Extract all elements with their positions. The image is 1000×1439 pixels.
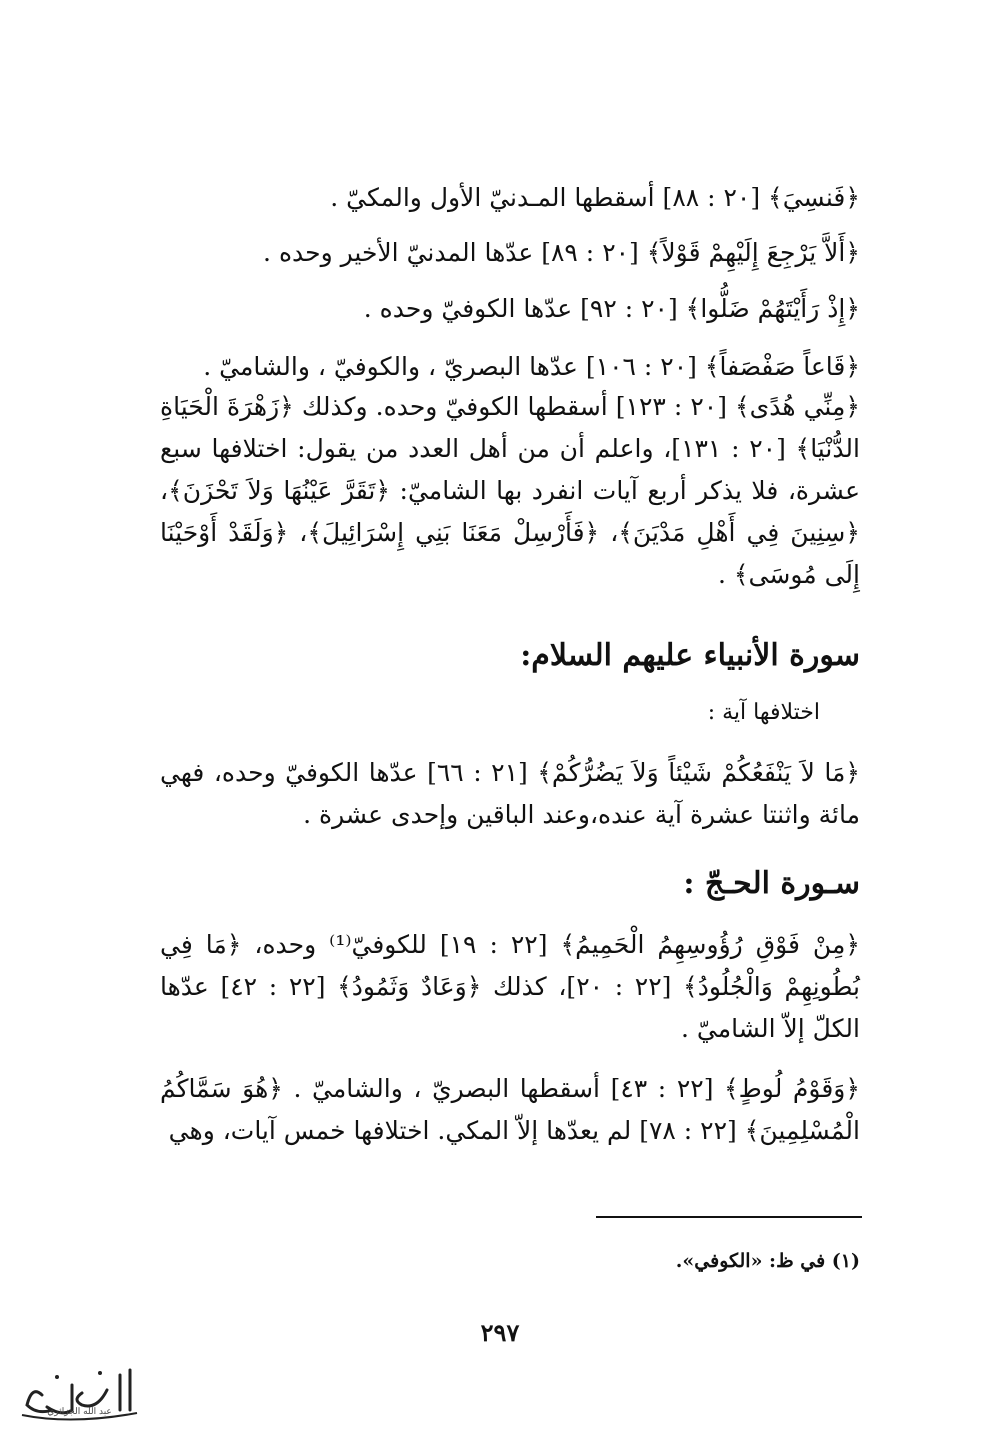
taha-paragraph: ﴿مِنِّي هُدًى﴾ [٢٠ : ١٢٣] أسقطها الكوفيّ وحده. وكذلك ﴿زَهْرَةَ الْحَيَاةِ الدُّنْيَا﴾ [٢٠ : ١٣١]، واعلم أن من أهل العدد من يقول: اختلافها سبع عشرة، فلا يذكر أربع آيات انفرد بها الشاميّ: ﴿تَقَرَّ عَيْنُهَا وَلاَ تَحْزَنَ﴾، ﴿سِنِينَ فِي أَهْلِ مَدْيَنَ﴾، ﴿فَأَرْسِلْ مَعَنَا بَنِي إِسْرَائِيلَ﴾، ﴿وَلَقَدْ أَوْحَيْنَا إِلَى مُوسَى﴾ . [160, 392, 860, 589]
anbiya-paragraph-block [160, 752, 860, 836]
anbiya-paragraph: ﴿مَا لاَ يَنْفَعُكُمْ شَيْئاً وَلاَ يَضُرُّكُمْ﴾ [٢١ : ٦٦] عدّها الكوفيّ وحده، فهي مائة واثنتا عشرة آية عنده،وعند الباقين وإحدى عشرة . [160, 758, 860, 829]
footnote: (١) في ظ: «الكوفي». [675, 1250, 860, 1272]
hajj-paragraph-block-1 [160, 924, 860, 1050]
footnote-divider [596, 1216, 862, 1218]
surah-taha-entries [160, 170, 860, 396]
hajj-paragraph-block-2 [160, 1068, 860, 1152]
entry-line: ﴿أَلاَّ يَرْجِعَ إِلَيْهِمْ قَوْلاً﴾ [٢٠ : ٨٩] عدّها المدنيّ الأخير وحده . [263, 238, 860, 267]
entry-line: ﴿فَنسِيَ﴾ [٢٠ : ٨٨] أسقطها المـدنيّ الأول والمكيّ . [330, 183, 860, 212]
entry-line: ﴿إِذْ رَأَيْتَهُمْ ضَلُّوا﴾ [٢٠ : ٩٢] عدّها الكوفيّ وحده . [363, 294, 860, 323]
hajj-paragraph-2: ﴿وَقَوْمُ لُوطٍ﴾ [٢٢ : ٤٣] أسقطها البصريّ ، والشاميّ . ﴿هُوَ سَمَّاكُمُ الْمُسْلِمِينَ﴾ [٢٢ : ٧٨] لم يعدّها إلاّ المكي. اختلافها خمس آيات، وهي [160, 1074, 860, 1145]
entry-line: ﴿قَاعاً صَفْصَفاً﴾ [٢٠ : ١٠٦] عدّها البصريّ ، والكوفيّ ، والشاميّ . [203, 352, 860, 381]
surah-hajj-heading: سـورة الحـجّ : [683, 866, 860, 901]
surah-anbiya-heading: سورة الأنبياء عليهم السلام: [520, 638, 860, 673]
logo-subtext: عبد الله الجزائري [47, 1407, 112, 1417]
anbiya-subheading: اختلافها آية : [707, 700, 820, 725]
taha-paragraph-block [160, 386, 860, 596]
publisher-logo [12, 1355, 147, 1435]
page-number: ٢٩٧ [480, 1318, 520, 1347]
logo-calligraphy-icon [12, 1355, 147, 1435]
hajj-paragraph-1: ﴿مِنْ فَوْقِ رُؤُوسِهِمُ الْحَمِيمُ﴾ [٢٢ : ١٩] للكوفيّ⁽¹⁾ وحده، ﴿مَا فِي بُطُونِهِمْ وَالْجُلُودُ﴾ [٢٢ : ٢٠]، كذلك ﴿وَعَادٌ وَثَمُودُ﴾ [٢٢ : ٤٢] عدّها الكلّ إلاّ الشاميّ . [160, 930, 860, 1043]
